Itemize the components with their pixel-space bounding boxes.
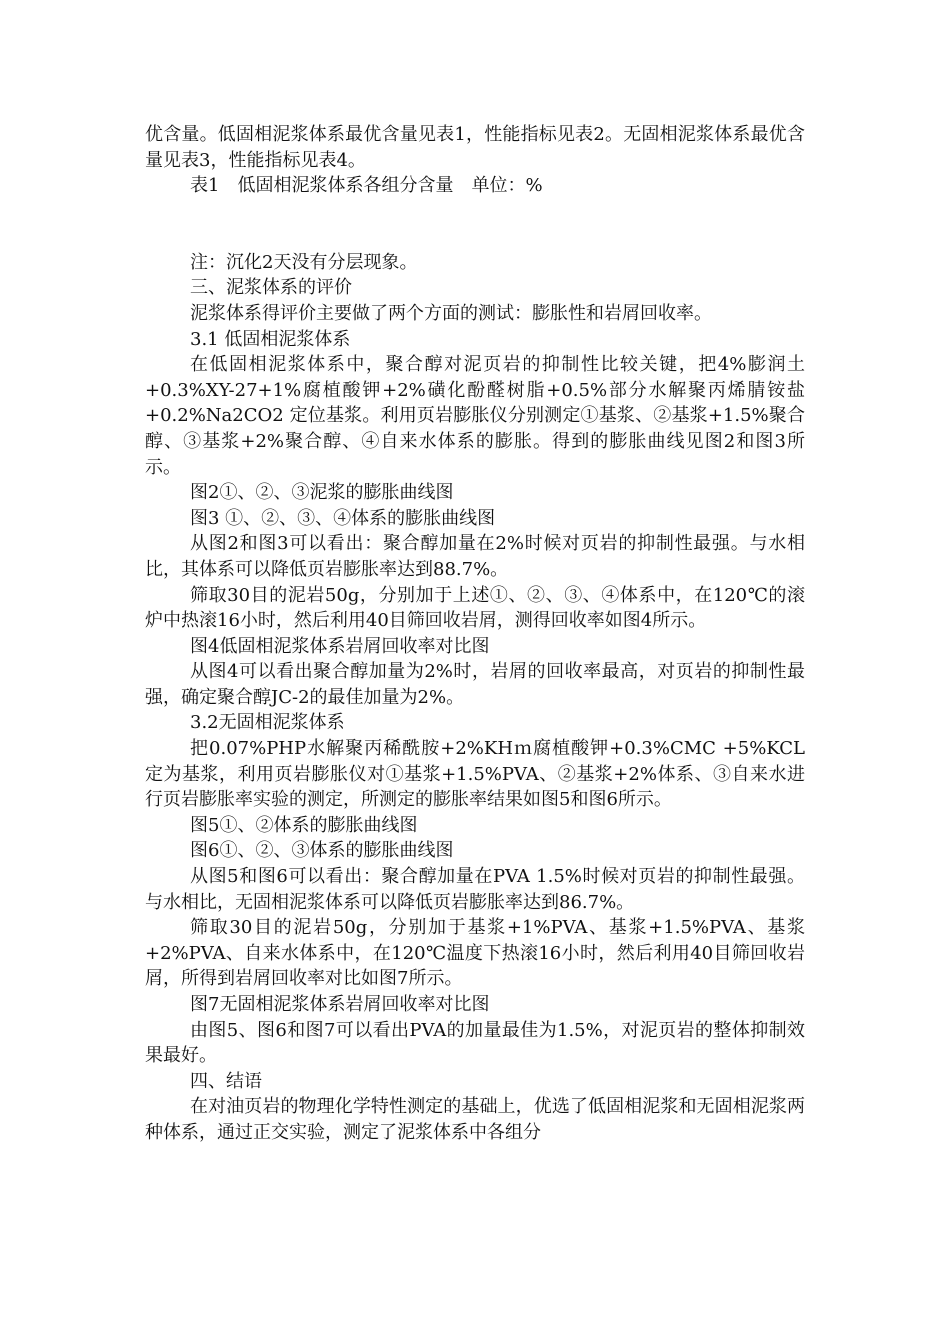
paragraph-figure-4-result: 从图4可以看出聚合醇加量为2%时，岩屑的回收率最高，对页岩的抑制性最强，确定聚合醇JC-2的最佳加量为2%。 — [145, 661, 805, 708]
table-1-placeholder — [145, 199, 805, 250]
figure-6-caption: 图6①、②、③体系的膨胀曲线图 — [190, 840, 454, 862]
paragraph-conclusion: 在对油页岩的物理化学特性测定的基础上，优选了低固相泥浆和无固相泥浆两种体系，通过正交实验，测定了泥浆体系中各组分 — [145, 1096, 805, 1143]
subsection-heading-3-1: 3.1 低固相泥浆体系 — [190, 328, 351, 350]
figure-3-caption: 图3 ①、②、③、④体系的膨胀曲线图 — [190, 507, 496, 529]
subsection-heading-3-2: 3.2无固相泥浆体系 — [190, 712, 345, 734]
paragraph-figure-7-result: 由图5、图6和图7可以看出PVA的加量最佳为1.5%，对泥页岩的整体抑制效果最好。 — [145, 1019, 805, 1067]
paragraph-recovery-test-1: 筛取30目的泥岩50g，分别加于上述①、②、③、④体系中，在120℃的滚炉中热滚16小时，然后利用40目筛回收岩屑，测得回收率如图4所示。 — [145, 584, 805, 632]
document-body — [145, 122, 805, 1146]
figure-5-caption: 图5①、②体系的膨胀曲线图 — [190, 814, 418, 836]
paragraph-recovery-test-2: 筛取30目的泥岩50g，分别加于基浆+1%PVA、基浆+1.5%PVA、基浆+2%PVA、自来水体系中，在120℃温度下热滚16小时，然后利用40目筛回收岩屑，所得到岩屑回收率对比如图7所示。 — [145, 917, 805, 990]
figure-7-caption: 图7无固相泥浆体系岩屑回收率对比图 — [190, 994, 490, 1015]
paragraph-figure-5-6-result: 从图5和图6可以看出：聚合醇加量在PVA 1.5%时候对页岩的抑制性最强。与水相比，无固相泥浆体系可以降低页岩膨胀率达到86.7%。 — [145, 866, 805, 913]
figure-2-caption: 图2①、②、③泥浆的膨胀曲线图 — [190, 482, 454, 504]
table-note: 注：沉化2天没有分层现象。 — [190, 251, 418, 273]
paragraph-figure-2-3-result: 从图2和图3可以看出：聚合醇加量在2%时候对页岩的抑制性最强。与水相比，其体系可以降低页岩膨胀率达到88.7%。 — [145, 533, 805, 580]
table-1-caption: 表1 低固相泥浆体系各组分含量 单位：% — [190, 175, 543, 197]
paragraph-low-solid-base: 在低固相泥浆体系中，聚合醇对泥页岩的抑制性比较关键，把4%膨润土+0.3%XY-27+1%腐植酸钾+2%磺化酚醛树脂+0.5%部分水解聚丙烯腈铵盐+0.2%Na2CO2 定位基浆。利用页岩膨胀仪分别测定①基浆、②基浆+1.5%聚合醇、③基浆+2%聚合醇、④自来水体系的膨胀。得到的膨胀曲线见图2和图3所示。 — [145, 354, 805, 478]
figure-4-caption: 图4低固相泥浆体系岩屑回收率对比图 — [190, 635, 490, 657]
section-heading-conclusion: 四、结语 — [190, 1070, 262, 1092]
section-heading-evaluation: 三、泥浆体系的评价 — [190, 277, 352, 299]
paragraph-optimal-content: 优含量。低固相泥浆体系最优含量见表1，性能指标见表2。无固相泥浆体系最优含量见表3，性能指标见表4。 — [145, 124, 805, 171]
paragraph-evaluation-intro: 泥浆体系得评价主要做了两个方面的测试：膨胀性和岩屑回收率。 — [190, 302, 712, 324]
paragraph-solid-free-base: 把0.07%PHP水解聚丙稀酰胺+2%KHｍ腐植酸钾+0.3%CMC +5%KCL定为基浆，利用页岩膨胀仪对①基浆+1.5%PVA、②基浆+2%体系、③自来水进行页岩膨胀率实验的测定，所测定的膨胀率结果如图5和图6所示。 — [145, 738, 805, 811]
